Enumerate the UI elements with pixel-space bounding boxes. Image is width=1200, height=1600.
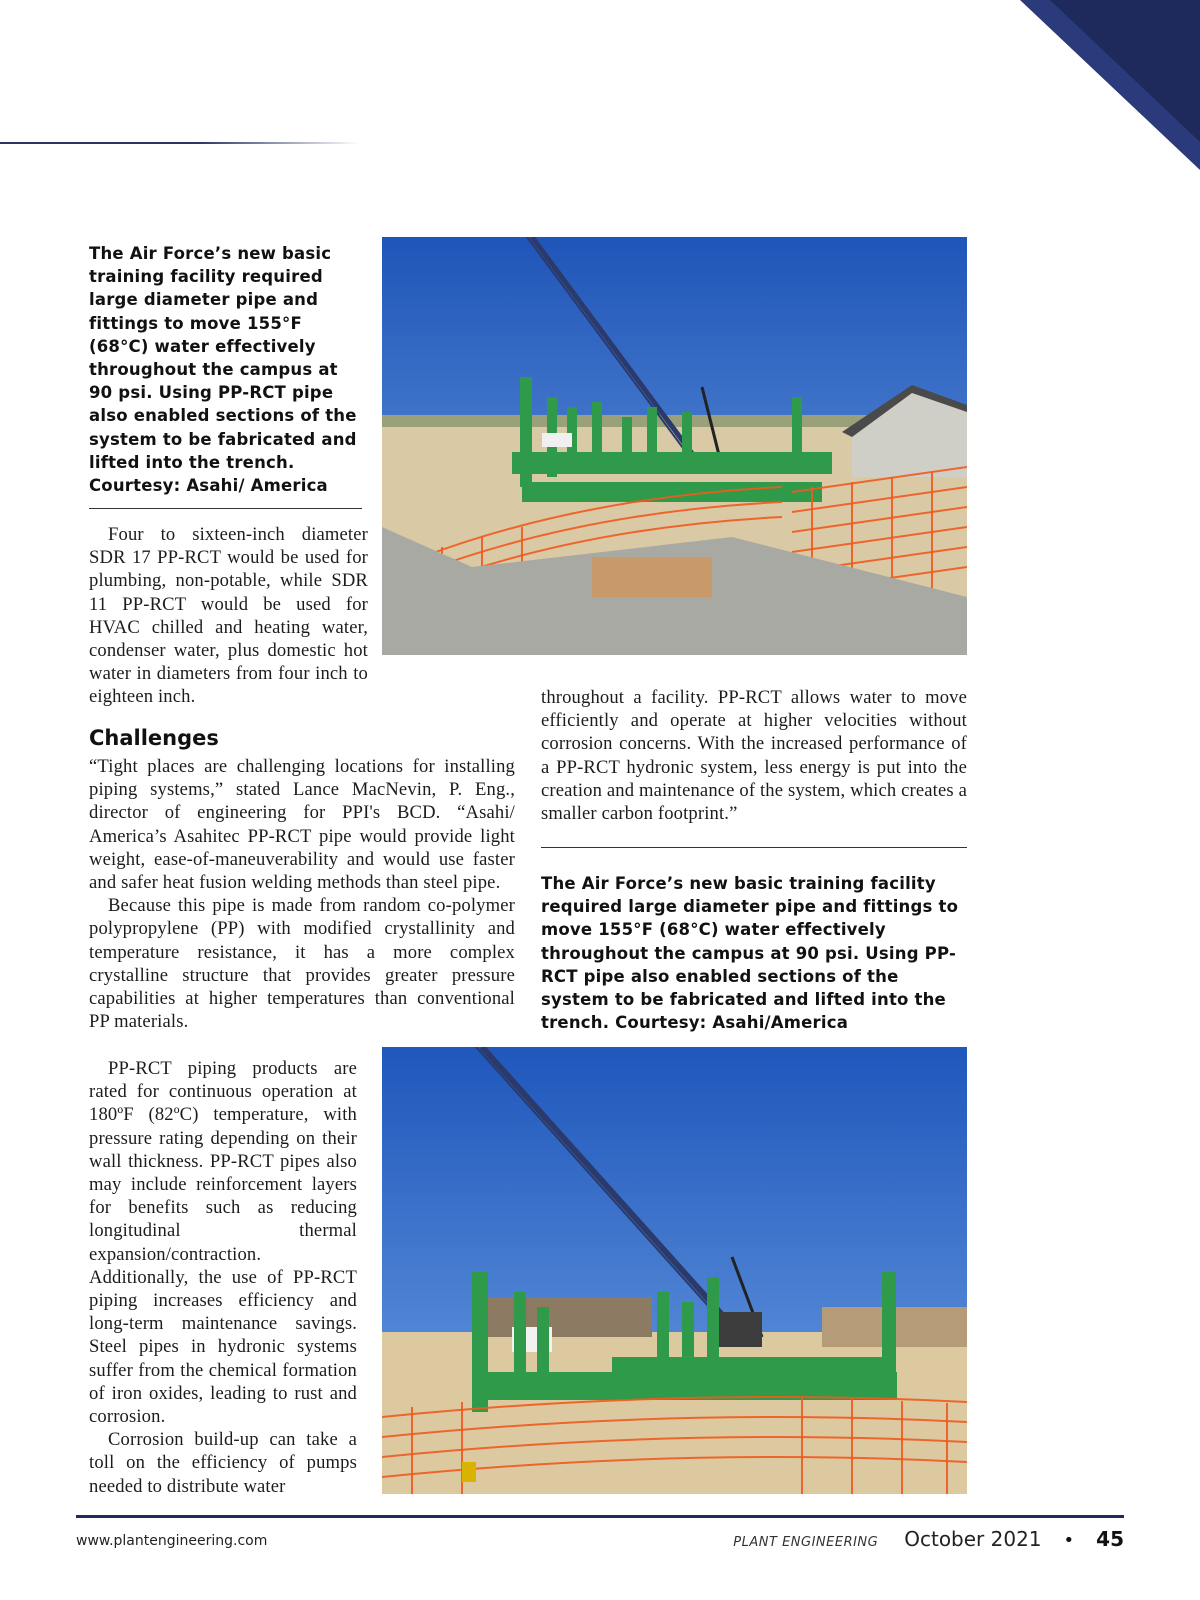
corner-triangle-graphic bbox=[1020, 0, 1200, 170]
section-heading: Challenges bbox=[89, 726, 219, 750]
body-column-right bbox=[541, 686, 967, 825]
photo-caption-top: The Air Force’s new basic training facility required large diameter pipe and fittings to move 155°F (68°C) water effectively throughout the campus at 90 psi. Using PP-RCT pipe also enabled sections of the system to be fabricated and lifted into the trench. Courtesy: Asahi/ America bbox=[89, 244, 357, 496]
paragraph-pp: Because this pipe is made from random co-polymer polypropylene (PP) with modified crystallinity and temperature resistance, it has a more complex crystalline structure that provides greater pressure capabilities at higher temperatures than conventional PP materials. bbox=[89, 895, 515, 1033]
footer-date: October 2021 bbox=[904, 1527, 1042, 1551]
caption-divider-right bbox=[541, 847, 967, 848]
construction-photo-top bbox=[382, 237, 967, 655]
footer-right bbox=[733, 1527, 1124, 1551]
footer-publication: PLANT ENGINEERING bbox=[733, 1535, 879, 1550]
body-column-challenges bbox=[89, 755, 515, 1033]
body-column-intro bbox=[89, 523, 368, 709]
caption-divider-top bbox=[89, 508, 362, 509]
body-column-narrow bbox=[89, 1057, 357, 1498]
paragraph-corrosion: Corrosion build-up can take a toll on the efficiency of pumps needed to distribute water bbox=[89, 1429, 357, 1497]
footer-bullet: • bbox=[1063, 1530, 1075, 1551]
footer-rule bbox=[76, 1515, 1124, 1518]
paragraph-quote: “Tight places are challenging locations for installing piping systems,” stated Lance MacNevin, P. Eng., director of engineering for PPI's BCD. “Asahi/ America’s Asahitec PP-RCT pipe would provide light weight, ease-of-maneuverability and would use faster and safer heat fusion welding methods than steel pipe. bbox=[89, 756, 515, 894]
header-rule bbox=[0, 142, 360, 144]
page-footer bbox=[76, 1527, 1124, 1557]
photo-caption-right: The Air Force’s new basic training facility required large diameter pipe and fittings to move 155°F (68°C) water effectively throughout the campus at 90 psi. Using PP-RCT pipe also enabled sections of the system to be fabricated and lifted into the trench. Courtesy: Asahi/America bbox=[541, 874, 959, 1033]
construction-photo-bottom bbox=[382, 1047, 967, 1494]
footer-url: www.plantengineering.com bbox=[76, 1533, 268, 1549]
page-number: 45 bbox=[1096, 1527, 1124, 1551]
paragraph-intro: Four to sixteen-inch diameter SDR 17 PP-RCT would be used for plumbing, non-potable, while SDR 11 PP-RCT would be used for HVAC chilled and heating water, condenser water, plus domestic hot water in diameters from four inch to eighteen inch. bbox=[89, 524, 368, 708]
paragraph-rated: PP-RCT piping products are rated for continuous operation at 180ºF (82ºC) temperature, with pressure rating depending on their wall thickness. PP-RCT pipes also may include reinforcement layers for benefits such as reducing longitudinal thermal expansion/contraction. Additionally, the use of PP-RCT piping increases efficiency and long-term maintenance savings. Steel pipes in hydronic systems suffer from the chemical formation of iron oxides, leading to rust and corrosion. bbox=[89, 1058, 357, 1428]
paragraph-continued: throughout a facility. PP-RCT allows water to move efficiently and operate at higher velocities without corrosion concerns. With the increased performance of a PP-RCT hydronic system, less energy is put into the creation and maintenance of the system, which creates a smaller carbon footprint.” bbox=[541, 687, 967, 825]
